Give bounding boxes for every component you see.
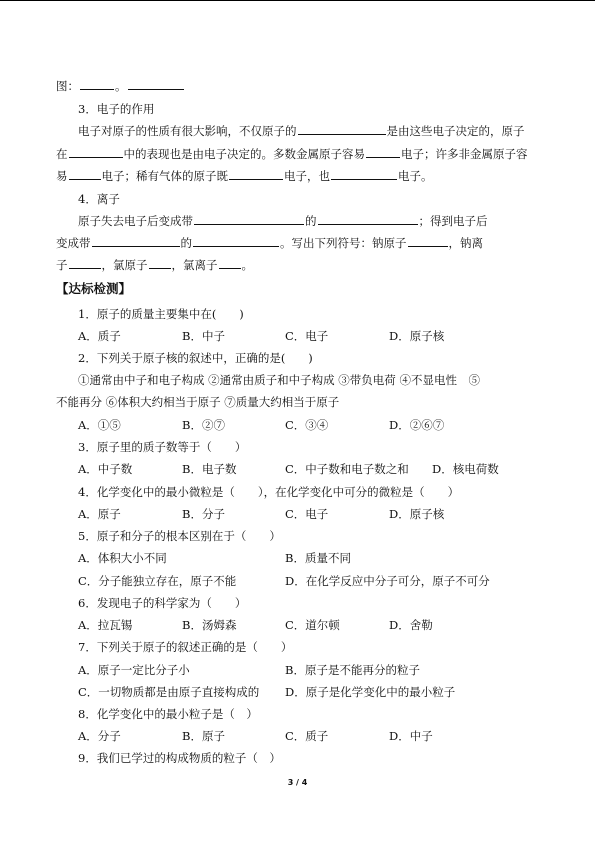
q1-option-c: C．电子 (285, 329, 329, 343)
blank (408, 235, 448, 247)
q2-option-a: A．①⑤ (78, 418, 121, 432)
q5-option-c: C．分子能独立存在，原子不能 (78, 574, 237, 588)
question-8: 8．化学变化中的最小粒子是（ ） (78, 707, 258, 721)
q1-option-d: D．原子核 (389, 329, 445, 343)
q1-option-a: A．质子 (78, 329, 121, 343)
section3-line2: 在 中的表现也是由电子决定的。多数金属原子容易 电子；许多非金属原子容 (56, 147, 528, 161)
q5-option-d: D．在化学反应中分子可分，原子不可分 (285, 574, 490, 588)
q8-option-c: C．质子 (285, 729, 329, 743)
blank (229, 168, 283, 180)
q7-option-b: B．原子是不能再分的粒子 (285, 663, 420, 677)
q8-option-a: A．分子 (78, 729, 121, 743)
page-top-border (0, 0, 595, 1)
q6-option-b: B．汤姆森 (182, 618, 237, 632)
question-7: 7．下列关于原子的叙述正确的是（ ） (78, 640, 293, 654)
q7-option-c: C．一切物质都是由原子直接构成的 (78, 685, 260, 699)
q3-option-a: A．中子数 (78, 462, 133, 476)
section4-line1: 原子失去电子后变成带 的 ；得到电子后 (78, 214, 488, 228)
q4-option-c: C．电子 (285, 507, 329, 521)
question-2: 2．下列关于原子核的叙述中，正确的是( ) (78, 351, 313, 365)
q4-option-b: B．分子 (182, 507, 225, 521)
section4-line3: 子 ，氯原子 ，氯离子 。 (56, 258, 253, 272)
section3-line3: 易 电子；稀有气体的原子既 电子，也 电子。 (56, 169, 433, 183)
blank (149, 257, 171, 269)
blank (318, 213, 418, 225)
test-heading: 【达标检测】 (56, 281, 132, 296)
blank (331, 168, 397, 180)
q3-option-b: B．电子数 (182, 462, 237, 476)
q3-option-d: D．核电荷数 (432, 462, 499, 476)
question-3: 3．原子里的质子数等于（ ） (78, 440, 247, 454)
page-number: 3 / 4 (287, 778, 308, 787)
q2-option-b: B．②⑦ (182, 418, 225, 432)
question-5: 5．原子和分子的根本区别在于（ ） (78, 529, 281, 543)
blank (69, 257, 101, 269)
section4-title: 4．离子 (78, 192, 120, 206)
q8-option-b: B．原子 (182, 729, 225, 743)
blank (69, 146, 123, 158)
q2-option-d: D．②⑥⑦ (389, 418, 445, 432)
q7-option-a: A．原子一定比分子小 (78, 663, 190, 677)
question-1: 1．原子的质量主要集中在( ) (78, 307, 244, 321)
blank (69, 168, 101, 180)
section4-line2: 变成带 的 。写出下列符号：钠原子 ，钠离 (56, 236, 483, 250)
q6-option-a: A．拉瓦锡 (78, 618, 133, 632)
q5-option-a: A．体积大小不同 (78, 551, 167, 565)
q8-option-d: D．中子 (389, 729, 433, 743)
q7-option-d: D．原子是化学变化中的最小粒子 (285, 685, 456, 699)
q6-option-d: D．舍勒 (389, 618, 433, 632)
blank (92, 235, 180, 247)
blank (298, 123, 386, 135)
q6-option-c: C．道尔顿 (285, 618, 340, 632)
q2-statements-line2: 不能再分 ⑥体积大约相当于原子 ⑦质量大约相当于原子 (56, 395, 340, 409)
blank (128, 78, 184, 90)
section3-title: 3．电子的作用 (78, 102, 155, 116)
question-6: 6．发现电子的科学家为（ ） (78, 596, 247, 610)
blank (193, 235, 279, 247)
q2-option-c: C．③④ (285, 418, 329, 432)
q4-option-a: A．原子 (78, 507, 121, 521)
q3-option-c: C．中子数和电子数之和 (285, 462, 409, 476)
question-4: 4．化学变化中的最小微粒是（ ），在化学变化中可分的微粒是（ ） (78, 485, 460, 499)
figure-line: 图： 。 (56, 78, 185, 94)
blank (366, 146, 400, 158)
q1-option-b: B．中子 (182, 329, 225, 343)
q2-statements-line1: ①通常由中子和电子构成 ②通常由质子和中子构成 ③带负电荷 ④不显电性 ⑤ (78, 373, 480, 387)
question-9: 9．我们已学过的构成物质的粒子（ ） (78, 751, 281, 765)
q4-option-d: D．原子核 (389, 507, 445, 521)
q5-option-b: B．质量不同 (285, 551, 351, 565)
section3-line1: 电子对原子的性质有很大影响，不仅原子的 是由这些电子决定的，原子 (78, 124, 525, 138)
blank (219, 257, 241, 269)
blank (194, 213, 304, 225)
blank (80, 78, 114, 90)
